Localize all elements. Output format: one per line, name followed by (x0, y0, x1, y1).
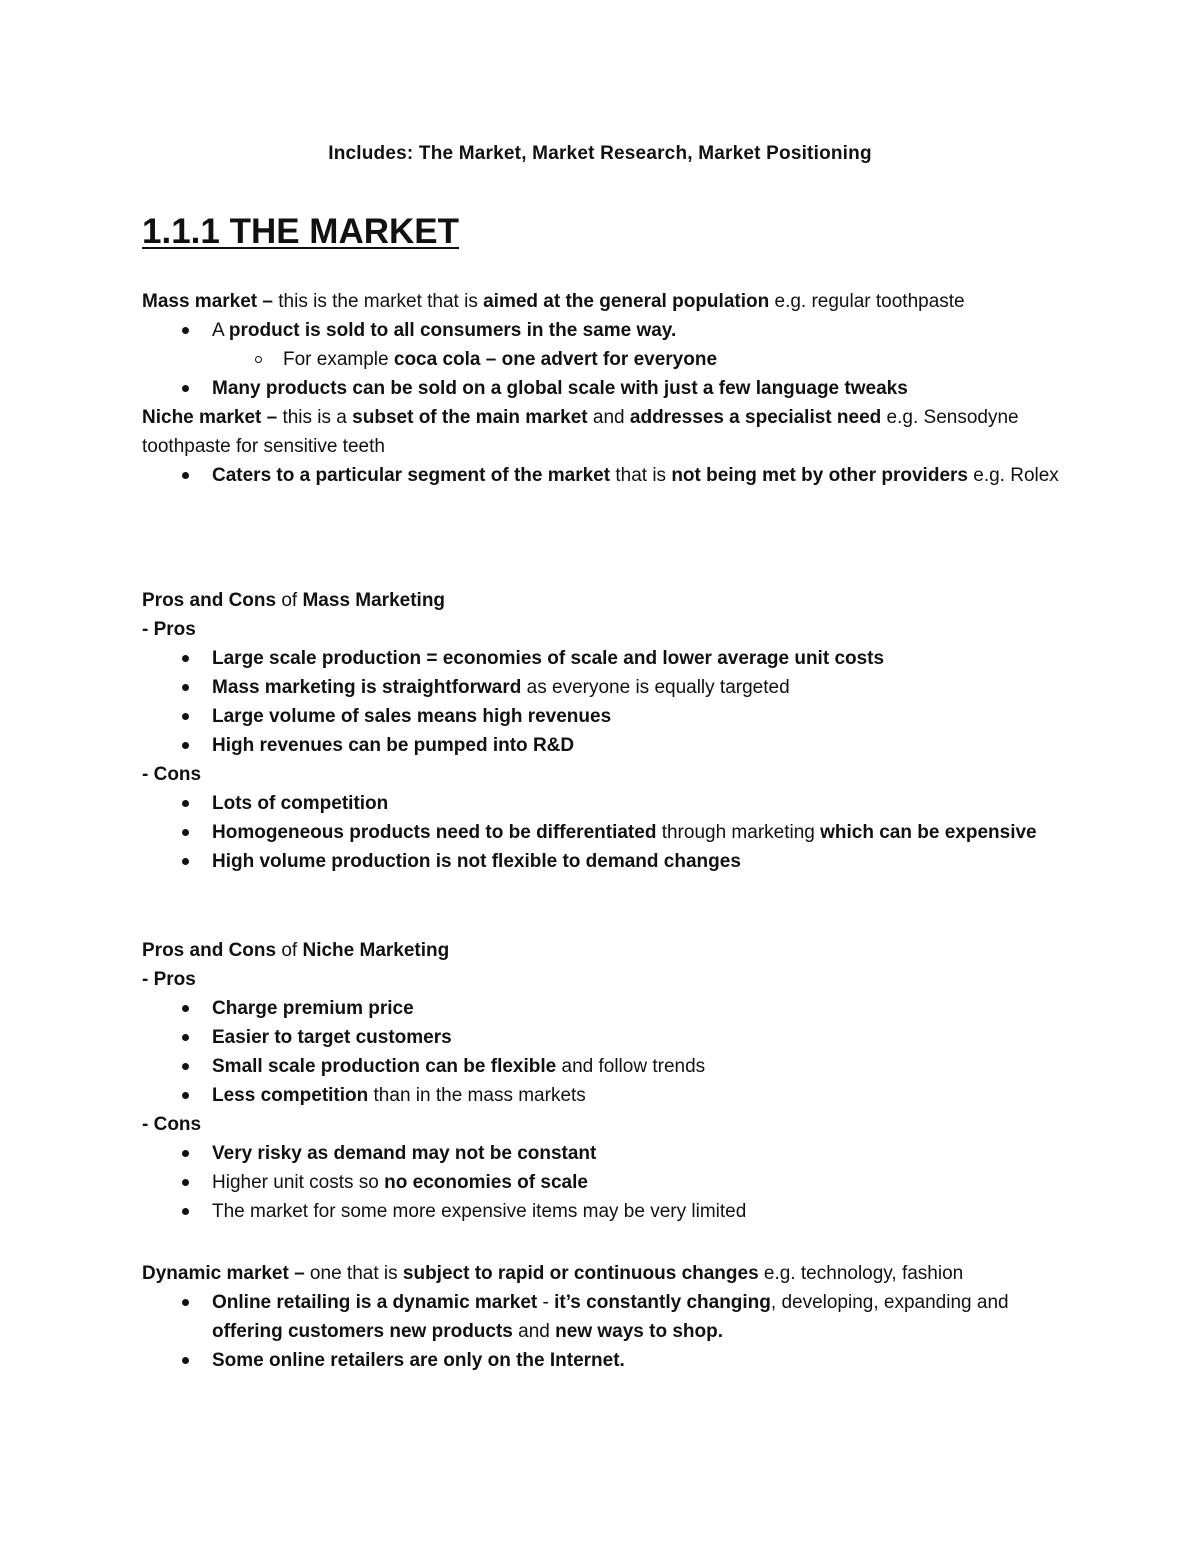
list-item (142, 1346, 1062, 1375)
emphasis: Large scale production = economies of scale and lower average unit costs (212, 648, 885, 669)
text: e.g. regular toothpaste (769, 291, 965, 312)
mass-marketing-pros-cons (142, 586, 1062, 876)
list-item (142, 461, 1062, 490)
cons-label: - Cons (142, 1114, 202, 1135)
emphasis: coca cola – one advert for everyone (393, 349, 718, 370)
list-item (142, 673, 1062, 702)
pros-label: - Pros (142, 969, 196, 990)
text: one that is (304, 1263, 403, 1284)
text: A (212, 320, 229, 341)
emphasis: product is sold to all consumers in the same way. (228, 320, 677, 341)
emphasis: Many products can be sold on a global scale with just a few language tweaks (212, 378, 908, 399)
dynamic-market (142, 1259, 1062, 1375)
text: than in the mass markets (368, 1085, 586, 1106)
text: as everyone is equally targeted (521, 677, 790, 698)
text: The market for some more expensive items may be very limited (212, 1201, 747, 1222)
emphasis: Caters to a particular segment of the market (212, 465, 611, 486)
list-item (142, 1168, 1062, 1197)
list-item (142, 644, 1062, 673)
cons-list (142, 789, 1062, 876)
list-item (142, 1023, 1062, 1052)
emphasis: Pros and Cons (142, 940, 277, 961)
emphasis: Lots of competition (212, 793, 389, 814)
list-item (142, 374, 1062, 403)
text: and (512, 1321, 556, 1342)
niche-marketing-pros-cons (142, 936, 1062, 1226)
list-item (142, 1139, 1062, 1168)
text: e.g. technology, fashion (758, 1263, 964, 1284)
list-item (142, 1052, 1062, 1081)
text: , developing, expanding and (770, 1292, 1009, 1313)
emphasis: Online retailing is a dynamic market (212, 1292, 538, 1313)
emphasis: Easier to target customers (212, 1027, 452, 1048)
emphasis: offering customers new products (212, 1321, 513, 1342)
emphasis: Charge premium price (212, 998, 414, 1019)
text: of (276, 940, 303, 961)
cons-list (142, 1139, 1062, 1226)
subsection-heading (142, 936, 1062, 965)
pros-label: - Pros (142, 619, 196, 640)
subsection-heading (142, 586, 1062, 615)
emphasis: addresses a specialist need (629, 407, 882, 428)
mass-market-list (142, 316, 1062, 403)
emphasis: Mass marketing is straightforward (212, 677, 522, 698)
text: of (276, 590, 303, 611)
list-item (142, 731, 1062, 760)
text: e.g. Sensodyne toothpaste for sensitive teeth (142, 407, 1019, 457)
emphasis: Less competition (212, 1085, 369, 1106)
emphasis: Niche Marketing (302, 940, 450, 961)
cons-label: - Cons (142, 764, 202, 785)
emphasis: subset of the main market (352, 407, 588, 428)
emphasis: Pros and Cons (142, 590, 277, 611)
text: - (537, 1292, 555, 1313)
emphasis: High revenues can be pumped into R&D (212, 735, 575, 756)
dynamic-market-list (142, 1288, 1062, 1375)
mass-market-definition (142, 287, 1062, 316)
term: Dynamic market – (142, 1263, 305, 1284)
text: e.g. Rolex (967, 465, 1059, 486)
list-item (142, 702, 1062, 731)
pros-list (142, 644, 1062, 760)
list-item (142, 789, 1062, 818)
emphasis: Large volume of sales means high revenues (212, 706, 612, 727)
emphasis: which can be expensive (820, 822, 1037, 843)
list-item (142, 316, 1062, 345)
sub-list-item (142, 345, 1062, 374)
list-item (142, 1288, 1062, 1346)
text: and (587, 407, 630, 428)
list-item (142, 1197, 1062, 1226)
emphasis: new ways to shop. (555, 1321, 724, 1342)
text: through marketing (656, 822, 821, 843)
emphasis: High volume production is not flexible to demand changes (212, 851, 741, 872)
niche-market-definition (142, 403, 1062, 461)
emphasis: Mass Marketing (302, 590, 446, 611)
emphasis: it’s constantly changing (554, 1292, 771, 1313)
list-item (142, 818, 1062, 847)
text: that is (610, 465, 672, 486)
emphasis: Some online retailers are only on the Internet. (212, 1350, 625, 1371)
text: For example (283, 349, 394, 370)
emphasis: subject to rapid or continuous changes (402, 1263, 759, 1284)
section-title: 1.1.1 THE MARKET (142, 212, 459, 251)
emphasis: Very risky as demand may not be constant (212, 1143, 597, 1164)
text: Higher unit costs so (212, 1172, 385, 1193)
niche-market-list (142, 461, 1062, 490)
text: and follow trends (556, 1056, 706, 1077)
list-item (142, 1081, 1062, 1110)
document-header: Includes: The Market, Market Research, Market Positioning (328, 143, 872, 164)
pros-list (142, 994, 1062, 1110)
term: Niche market – (142, 407, 278, 428)
emphasis: no economies of scale (384, 1172, 588, 1193)
text: this is a (277, 407, 353, 428)
emphasis: Homogeneous products need to be differentiated (212, 822, 657, 843)
emphasis: not being met by other providers (671, 465, 968, 486)
market-definitions (142, 287, 1062, 490)
term: Mass market – (142, 291, 273, 312)
list-item (142, 847, 1062, 876)
text: this is the market that is (272, 291, 484, 312)
emphasis: Small scale production can be flexible (212, 1056, 557, 1077)
list-item (142, 994, 1062, 1023)
emphasis: aimed at the general population (483, 291, 770, 312)
dynamic-market-definition (142, 1259, 1062, 1288)
